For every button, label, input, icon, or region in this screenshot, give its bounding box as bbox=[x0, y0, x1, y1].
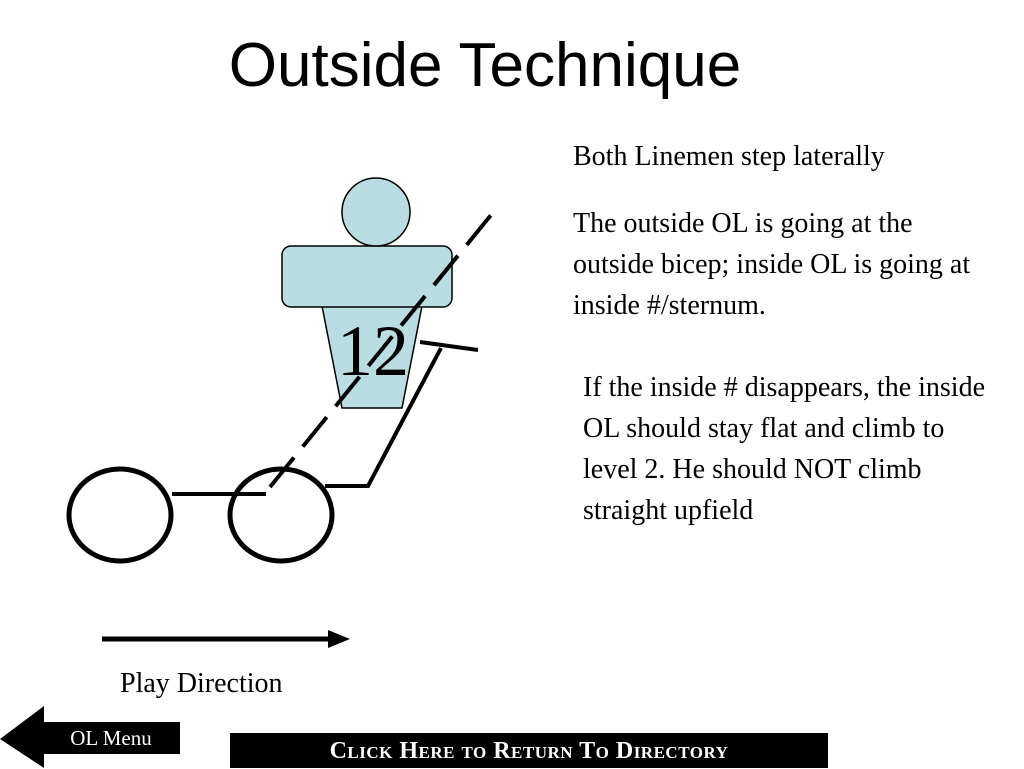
slide-title: Outside Technique bbox=[228, 31, 742, 100]
defender-number: 12 bbox=[337, 311, 409, 391]
defender-shoulders bbox=[282, 246, 452, 307]
ol-menu-label: OL Menu bbox=[70, 726, 152, 750]
note-inside-disappears: If the inside # disappears, the inside OL should stay flat and climb to level 2. He should NOT climb straight upfield bbox=[583, 372, 986, 526]
return-to-directory-button[interactable]: Click Here to Return To Directory bbox=[230, 733, 828, 768]
inside-lineman bbox=[230, 469, 332, 561]
back-arrow-icon bbox=[0, 706, 180, 768]
note-aiming-points: The outside OL is going at the outside bicep; inside OL is going at inside #/sternum. bbox=[573, 208, 971, 321]
defender-head bbox=[342, 178, 410, 246]
play-direction-label: Play Direction bbox=[120, 668, 283, 699]
inside-ol-contact-line bbox=[420, 342, 478, 350]
outside-lineman bbox=[69, 469, 171, 561]
right-arrow-icon bbox=[102, 630, 350, 648]
ol-menu-button[interactable] bbox=[0, 706, 182, 768]
note-step-laterally: Both Linemen step laterally bbox=[573, 141, 885, 172]
